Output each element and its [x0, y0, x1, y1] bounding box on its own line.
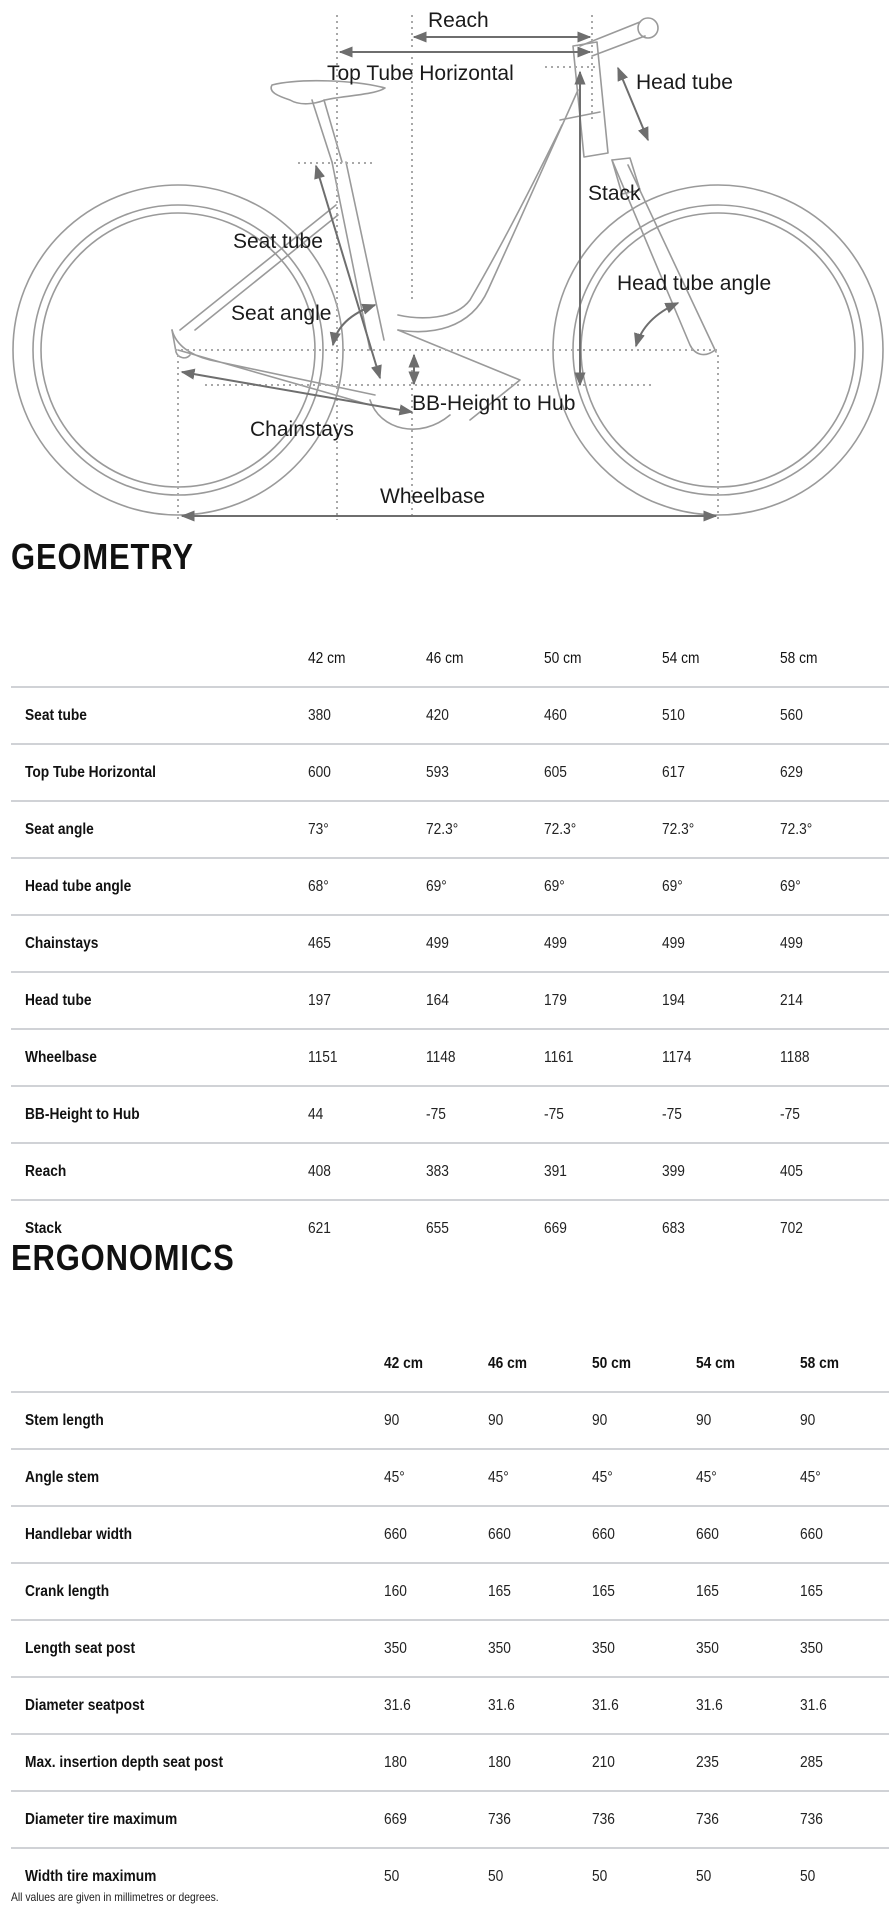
row-label: Diameter seatpost — [25, 1696, 145, 1714]
cell-value: 702 — [780, 1219, 803, 1237]
cell-value: 69° — [662, 877, 683, 895]
row-label: Diameter tire maximum — [25, 1810, 178, 1828]
table-row — [11, 1734, 889, 1791]
cell-value: 45° — [592, 1468, 613, 1486]
cell-value: 736 — [488, 1810, 511, 1828]
cell-value: 165 — [488, 1582, 511, 1600]
cell-value: 736 — [696, 1810, 719, 1828]
size-header: 42 cm — [384, 1355, 424, 1372]
cell-value: 383 — [426, 1162, 449, 1180]
bb-height-to-hub-label: BB-Height to Hub — [412, 392, 576, 415]
cell-value: 69° — [544, 877, 565, 895]
top-tube-horizontal-label: Top Tube Horizontal — [327, 62, 514, 85]
size-header: 58 cm — [780, 650, 818, 667]
cell-value: 180 — [384, 1753, 407, 1771]
cell-value: 90 — [384, 1411, 400, 1429]
cell-value: 350 — [488, 1639, 511, 1657]
row-label: Stack — [25, 1219, 62, 1237]
cell-value: 72.3° — [426, 820, 459, 838]
cell-value: 45° — [488, 1468, 509, 1486]
cell-value: 660 — [800, 1525, 823, 1543]
size-header: 58 cm — [800, 1355, 840, 1372]
cell-value: 69° — [426, 877, 447, 895]
row-label: Head tube angle — [25, 877, 132, 895]
row-label: Reach — [25, 1162, 67, 1180]
cell-value: 499 — [544, 934, 567, 952]
cell-value: 499 — [426, 934, 449, 952]
cell-value: 1148 — [426, 1048, 456, 1066]
cell-value: 69° — [780, 877, 801, 895]
cell-value: 45° — [800, 1468, 821, 1486]
table-row — [11, 972, 889, 1029]
cell-value: 164 — [426, 991, 449, 1009]
cell-value: 50 — [384, 1867, 400, 1885]
cell-value: 165 — [696, 1582, 719, 1600]
size-header: 46 cm — [426, 650, 464, 667]
row-label: Stem length — [25, 1411, 104, 1429]
table-row — [11, 1449, 889, 1506]
table-row — [11, 1029, 889, 1086]
table-row — [11, 1677, 889, 1734]
cell-value: 194 — [662, 991, 685, 1009]
cell-value: 72.3° — [662, 820, 695, 838]
ergonomics-header-row — [11, 1303, 889, 1392]
table-row — [11, 1620, 889, 1677]
cell-value: 660 — [488, 1525, 511, 1543]
cell-value: 50 — [488, 1867, 504, 1885]
size-header: 54 cm — [662, 650, 700, 667]
cell-value: 31.6 — [592, 1696, 619, 1714]
cell-value: 31.6 — [696, 1696, 723, 1714]
cell-value: 380 — [308, 706, 331, 724]
cell-value: 660 — [384, 1525, 407, 1543]
cell-value: 1174 — [662, 1048, 692, 1066]
row-label: Handlebar width — [25, 1525, 133, 1543]
head-tube-label: Head tube — [636, 71, 733, 94]
cell-value: 1188 — [780, 1048, 810, 1066]
geometry-header-row — [11, 598, 889, 687]
head-tube-angle-label: Head tube angle — [617, 272, 772, 295]
seat-tube-label: Seat tube — [233, 230, 323, 253]
geometry-table-body — [11, 687, 889, 1256]
cell-value: 44 — [308, 1105, 324, 1123]
chainstays-label: Chainstays — [250, 418, 354, 441]
geometry-table — [11, 598, 889, 1256]
table-row — [11, 1563, 889, 1620]
cell-value: 621 — [308, 1219, 331, 1237]
table-row — [11, 915, 889, 972]
row-label: Head tube — [25, 991, 92, 1009]
cell-value: -75 — [662, 1105, 682, 1123]
cell-value: 660 — [592, 1525, 615, 1543]
cell-value: 180 — [488, 1753, 511, 1771]
cell-value: 420 — [426, 706, 449, 724]
cell-value: 179 — [544, 991, 567, 1009]
size-header: 50 cm — [592, 1355, 632, 1372]
cell-value: 165 — [592, 1582, 615, 1600]
cell-value: 465 — [308, 934, 331, 952]
row-label: Angle stem — [25, 1468, 100, 1486]
cell-value: 408 — [308, 1162, 331, 1180]
row-label: Top Tube Horizontal — [25, 763, 156, 781]
ergonomics-title: ERGONOMICS — [11, 1237, 235, 1278]
head-tube-angle-arrow — [636, 303, 678, 346]
table-row — [11, 687, 889, 744]
cell-value: 460 — [544, 706, 567, 724]
cell-value: 285 — [800, 1753, 823, 1771]
cell-value: 1151 — [308, 1048, 338, 1066]
cell-value: 72.3° — [544, 820, 577, 838]
cell-value: 50 — [800, 1867, 816, 1885]
cell-value: 1161 — [544, 1048, 574, 1066]
row-label: Wheelbase — [25, 1048, 97, 1066]
cell-value: 350 — [592, 1639, 615, 1657]
stack-label: Stack — [588, 182, 641, 205]
cell-value: 499 — [780, 934, 803, 952]
cell-value: 45° — [384, 1468, 405, 1486]
cell-value: 31.6 — [384, 1696, 411, 1714]
cell-value: 90 — [696, 1411, 712, 1429]
wheelbase-label: Wheelbase — [380, 485, 486, 508]
row-label: Chainstays — [25, 934, 99, 952]
cell-value: 736 — [800, 1810, 823, 1828]
cell-value: 499 — [662, 934, 685, 952]
row-label: Length seat post — [25, 1639, 136, 1657]
ergonomics-table — [11, 1303, 889, 1904]
cell-value: 210 — [592, 1753, 615, 1771]
row-label: Seat angle — [25, 820, 94, 838]
cell-value: 605 — [544, 763, 567, 781]
cell-value: 90 — [592, 1411, 608, 1429]
table-row — [11, 801, 889, 858]
cell-value: 510 — [662, 706, 685, 724]
cell-value: 50 — [696, 1867, 712, 1885]
size-header: 50 cm — [544, 650, 582, 667]
seat-tube-arrow — [316, 166, 380, 378]
cell-value: 235 — [696, 1753, 719, 1771]
cell-value: -75 — [426, 1105, 446, 1123]
cell-value: 350 — [800, 1639, 823, 1657]
cell-value: -75 — [544, 1105, 564, 1123]
row-label-header — [11, 1303, 384, 1392]
cell-value: -75 — [780, 1105, 800, 1123]
cell-value: 197 — [308, 991, 331, 1009]
cell-value: 31.6 — [488, 1696, 515, 1714]
row-label: BB-Height to Hub — [25, 1105, 140, 1123]
cell-value: 73° — [308, 820, 329, 838]
cell-value: 600 — [308, 763, 331, 781]
footnote: All values are given in millimetres or degrees. — [11, 1890, 219, 1904]
cell-value: 90 — [800, 1411, 816, 1429]
cell-value: 391 — [544, 1162, 567, 1180]
cell-value: 669 — [384, 1810, 407, 1828]
cell-value: 350 — [696, 1639, 719, 1657]
cell-value: 683 — [662, 1219, 685, 1237]
cell-value: 593 — [426, 763, 449, 781]
size-header: 54 cm — [696, 1355, 736, 1372]
size-header: 42 cm — [308, 650, 346, 667]
cell-value: 669 — [544, 1219, 567, 1237]
cell-value: 617 — [662, 763, 685, 781]
cell-value: 560 — [780, 706, 803, 724]
cell-value: 214 — [780, 991, 803, 1009]
seat-angle-label: Seat angle — [231, 302, 332, 325]
cell-value: 72.3° — [780, 820, 813, 838]
table-row — [11, 744, 889, 801]
size-header: 46 cm — [488, 1355, 528, 1372]
reach-label: Reach — [428, 9, 489, 32]
cell-value: 165 — [800, 1582, 823, 1600]
cell-value: 655 — [426, 1219, 449, 1237]
cell-value: 736 — [592, 1810, 615, 1828]
cell-value: 90 — [488, 1411, 504, 1429]
geometry-title: GEOMETRY — [11, 536, 194, 577]
table-row — [11, 1506, 889, 1563]
row-label: Max. insertion depth seat post — [25, 1753, 224, 1771]
table-row — [11, 1791, 889, 1848]
cell-value: 160 — [384, 1582, 407, 1600]
table-row — [11, 1392, 889, 1449]
row-label-header — [11, 598, 308, 687]
cell-value: 50 — [592, 1867, 608, 1885]
cell-value: 68° — [308, 877, 329, 895]
row-label: Crank length — [25, 1582, 110, 1600]
cell-value: 629 — [780, 763, 803, 781]
cell-value: 45° — [696, 1468, 717, 1486]
table-row — [11, 1086, 889, 1143]
table-row — [11, 1143, 889, 1200]
cell-value: 350 — [384, 1639, 407, 1657]
table-row — [11, 858, 889, 915]
row-label: Width tire maximum — [25, 1867, 157, 1885]
cell-value: 660 — [696, 1525, 719, 1543]
cell-value: 31.6 — [800, 1696, 827, 1714]
row-label: Seat tube — [25, 706, 87, 724]
bike-drawing — [0, 0, 895, 530]
cell-value: 399 — [662, 1162, 685, 1180]
bike-geometry-diagram — [0, 0, 895, 530]
ergonomics-table-body — [11, 1392, 889, 1904]
cell-value: 405 — [780, 1162, 803, 1180]
